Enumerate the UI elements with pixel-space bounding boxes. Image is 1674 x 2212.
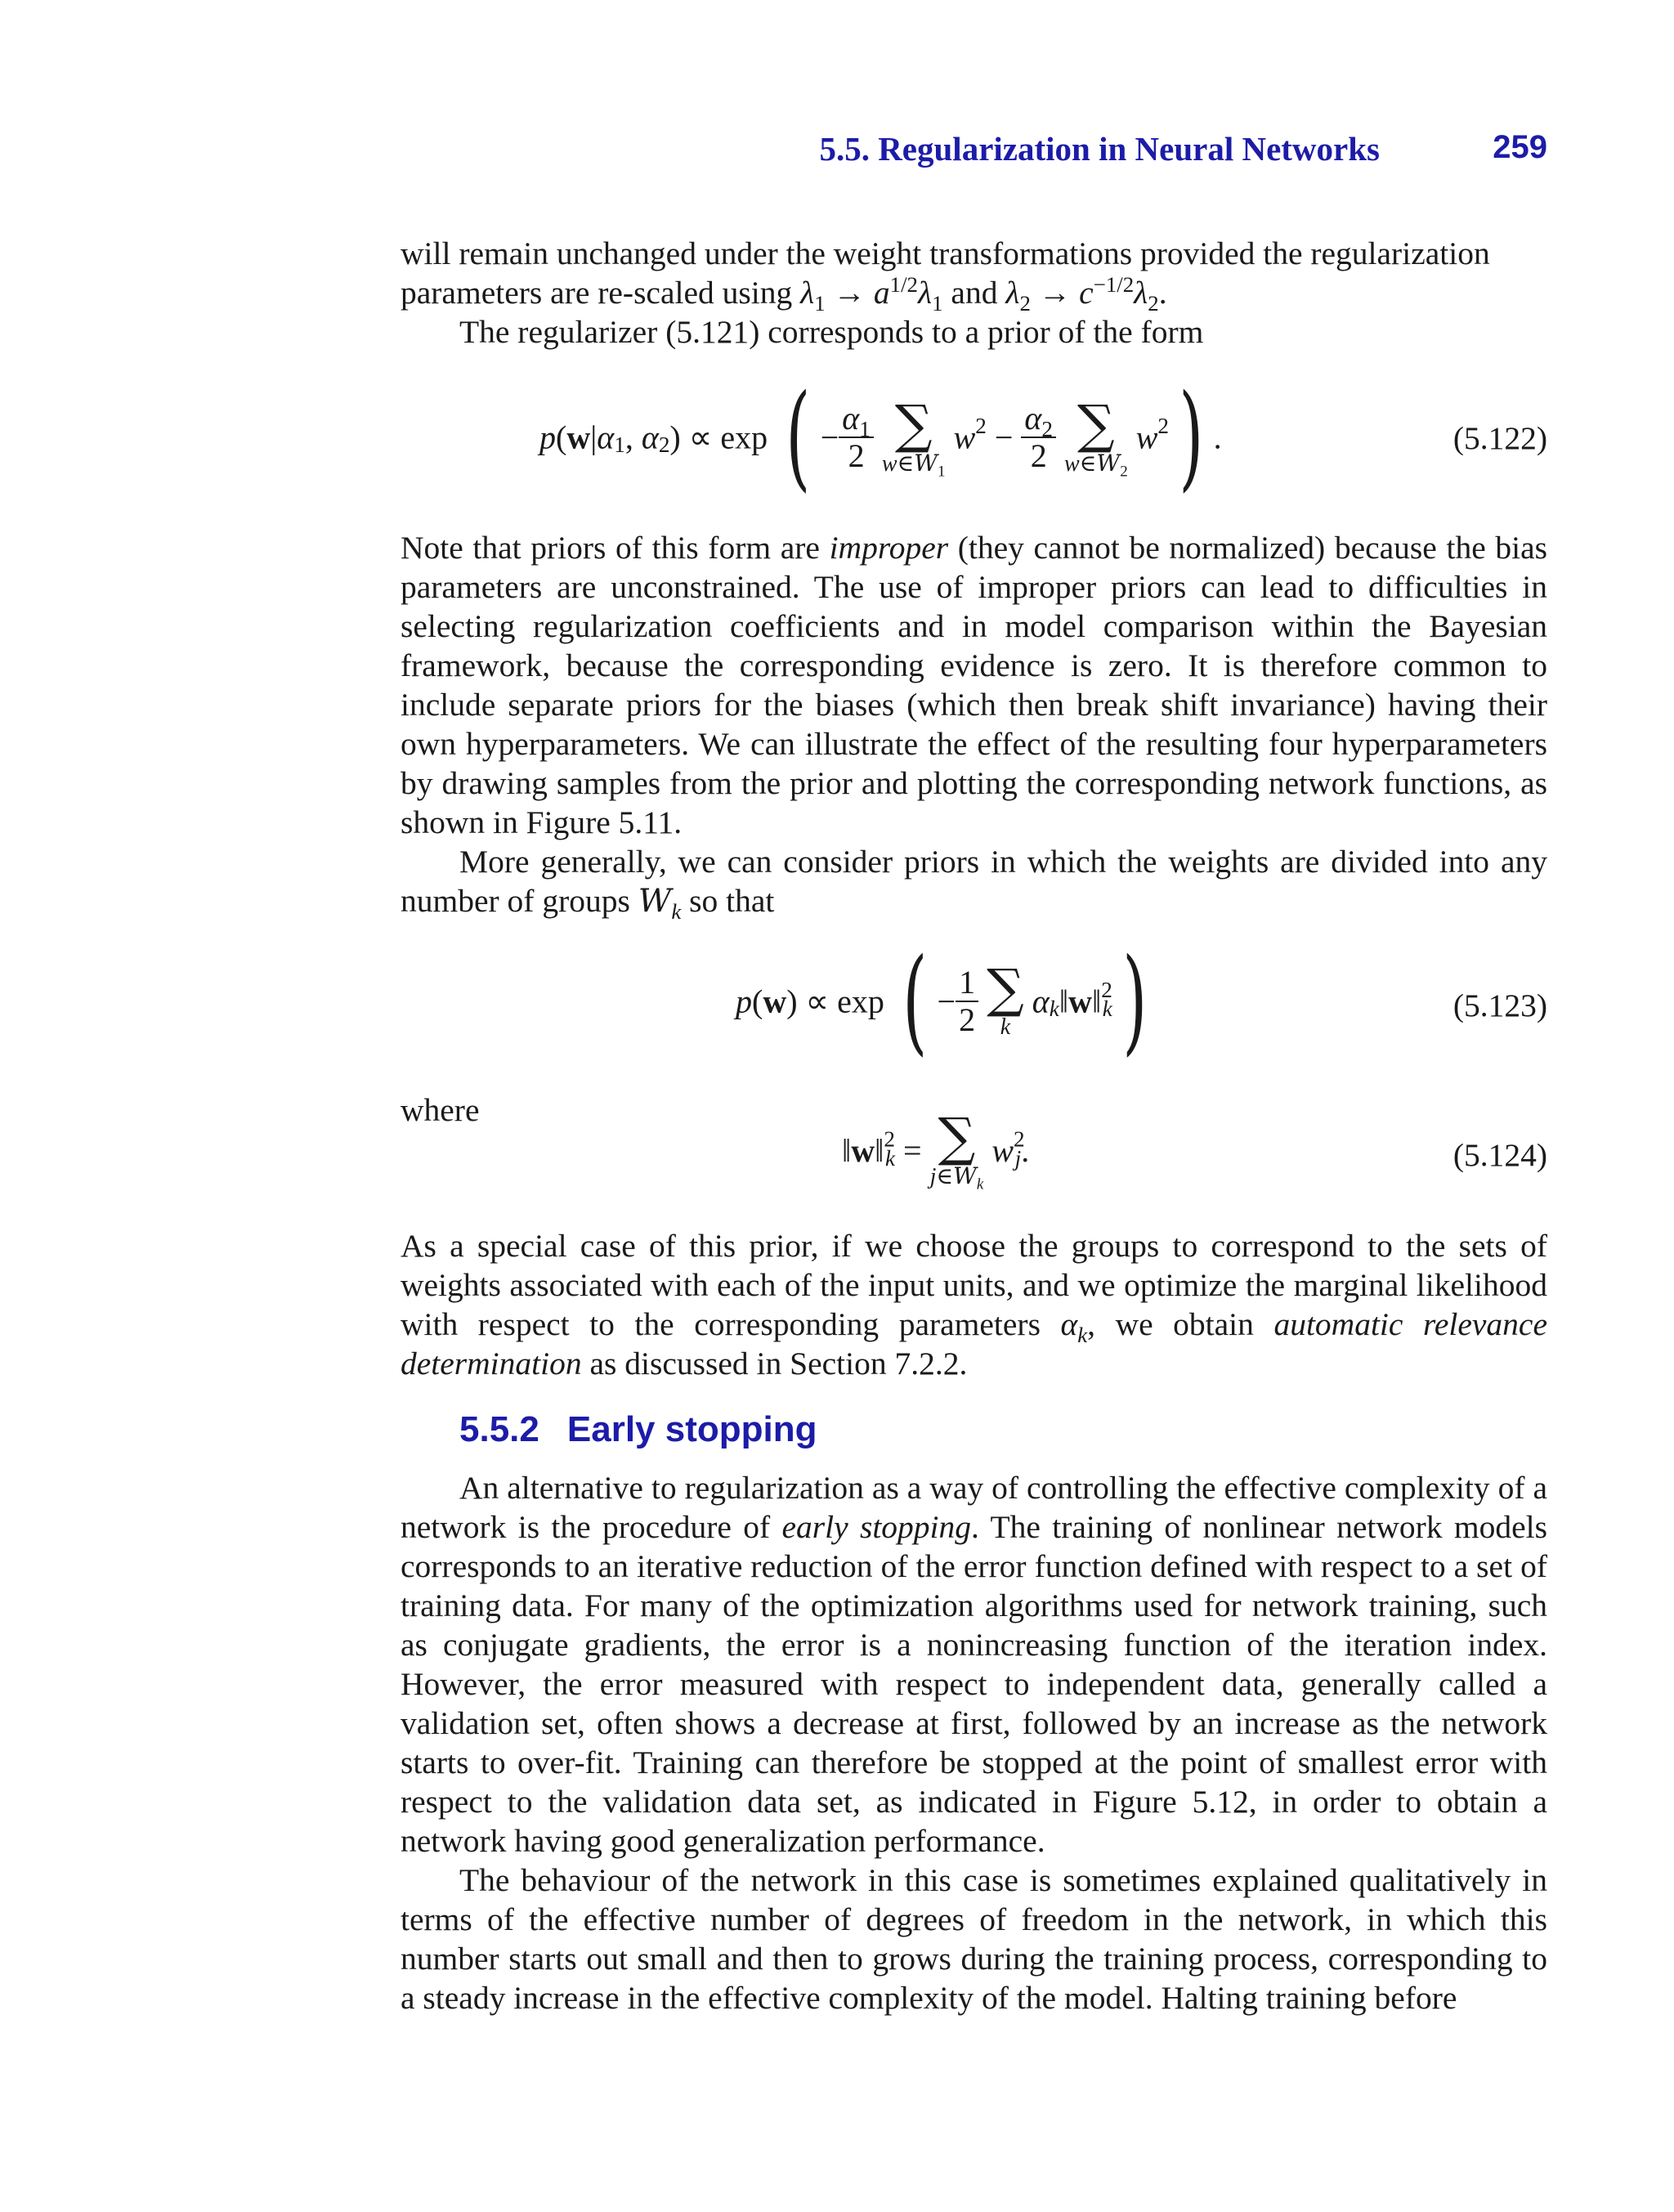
paragraph-special-case (401, 1226, 1547, 1383)
para7-text: The behaviour of the network in this case is sometimes explained qualitatively in terms of the effective number of degrees of freedom in the network, in which this number starts out small and then to grows during the training process, corresponding to a steady increase in the effective complexity of the model. Halting training before (401, 1862, 1547, 2016)
para1-line2-b: and (942, 275, 1006, 311)
equation-number: (5.122) (1452, 420, 1547, 456)
lambda-rescale-2: $\lambda_2 \to c^{-1/2}\lambda_2$ (1005, 271, 1159, 316)
paragraph-behaviour (401, 1860, 1547, 2017)
para3-text-a: Note that priors of this form are (401, 530, 830, 566)
equation-5-123 (401, 934, 1547, 1068)
equation-5-122-body: $p(w|\alpha_1$, $\alpha_2) \propto \exp$ ( − $\frac{\alpha_1}{2}$ ∑ $w\in W_1$ $w^2$ − $\frac{\alpha_2}{2}$ ∑ $w\in W_2$ $w^2$) . (539, 370, 1222, 504)
paragraph-early-stopping (401, 1468, 1547, 1860)
para1-line2-c: . (1158, 275, 1167, 311)
para5-text-c: as discussed in Section 7.2.2. (581, 1346, 968, 1381)
page-number: 259 (1493, 129, 1547, 165)
paragraph-prior-intro (401, 312, 1547, 352)
paragraph-continuation (401, 234, 1547, 316)
section-number: 5.5.2 (459, 1409, 539, 1449)
para6-text-b: . The training of nonlinear network models corresponds to an iterative reduction of the error function defined with respect to a set of training data. For many of the optimization algorithms used for network training, such as conjugate gradients, the error is a nonincreasing function of the iteration index. However, the error measured with respect to independent data, generally called a validation set, often shows a decrease at first, followed by an increase as the network starts to over-fit. Training can therefore be stopped at the point of smallest error with respect to the validation data set, as indicated in Figure 5.12, in order to obtain a network having good generalization performance. (401, 1509, 1547, 1859)
equation-5-124-body: ‖w‖$^2_k$ = ∑ $j\in W_k$ $w^2_j$. (842, 1108, 1030, 1193)
lambda-rescale-1: $\lambda_1 \to a^{1/2}\lambda_1$ (800, 271, 943, 316)
equation-5-123-body: p(w) ∝ exp ( − $\frac{1}{2}$ ∑ k $\alpha_k‖w‖^2_k$) (736, 934, 1148, 1068)
section-title: Early stopping (566, 1409, 817, 1449)
equation-number: (5.124) (1452, 1137, 1547, 1173)
equation-5-122 (401, 370, 1547, 504)
section-heading (459, 1409, 817, 1450)
para1-line2-a: parameters are re-scaled using (401, 275, 801, 311)
para5-emphasis: automatic relevance determination (401, 1306, 1547, 1381)
paragraph-improper-priors (401, 528, 1547, 842)
paragraph-groups (401, 842, 1547, 924)
para2-text: The regularizer (5.121) corresponds to a prior of the form (459, 314, 1204, 350)
para3-text-b: (they cannot be normalized) because the bias parameters are unconstrained. The use of improper priors can lead to difficulties in selecting regularization coefficients and in model comparison within the Bayesian framework, because the corresponding evidence is zero. It is therefore common to include separate priors for the biases (which then break shift invariance) having their own hyperparameters. We can illustrate the effect of the resulting four hyperparameters by drawing samples from the prior and plotting the corresponding network functions, as shown in Figure 5.11. (401, 530, 1547, 840)
para4-text-b: so that (681, 883, 775, 919)
para5-text-a: As a special case of this prior, if we choose the groups to correspond to the sets of weights associated with each of the input units, and we optimize the marginal likelihood with respect to the corresponding parameters (401, 1228, 1547, 1342)
running-title: 5.5. Regularization in Neural Networks (819, 130, 1380, 168)
running-head (401, 129, 1547, 178)
para6-text-a: An alternative to regularization as a way of controlling the effective complexity of a network is the procedure of (401, 1470, 1547, 1545)
para5-text-b: , we obtain (1087, 1306, 1274, 1342)
para4-text-a: More generally, we can consider priors in which the weights are divided into any number of groups (401, 844, 1547, 919)
where-label: where (401, 1092, 480, 1128)
para3-emphasis: improper (829, 530, 949, 566)
equation-number: (5.123) (1452, 987, 1547, 1023)
alpha-k: $\alpha_k$ (1060, 1306, 1088, 1347)
para1-line1: will remain unchanged under the weight transformations provided the regularization (401, 235, 1490, 271)
para6-emphasis: early stopping (781, 1509, 972, 1545)
group-symbol: $W_k$ (638, 882, 682, 924)
